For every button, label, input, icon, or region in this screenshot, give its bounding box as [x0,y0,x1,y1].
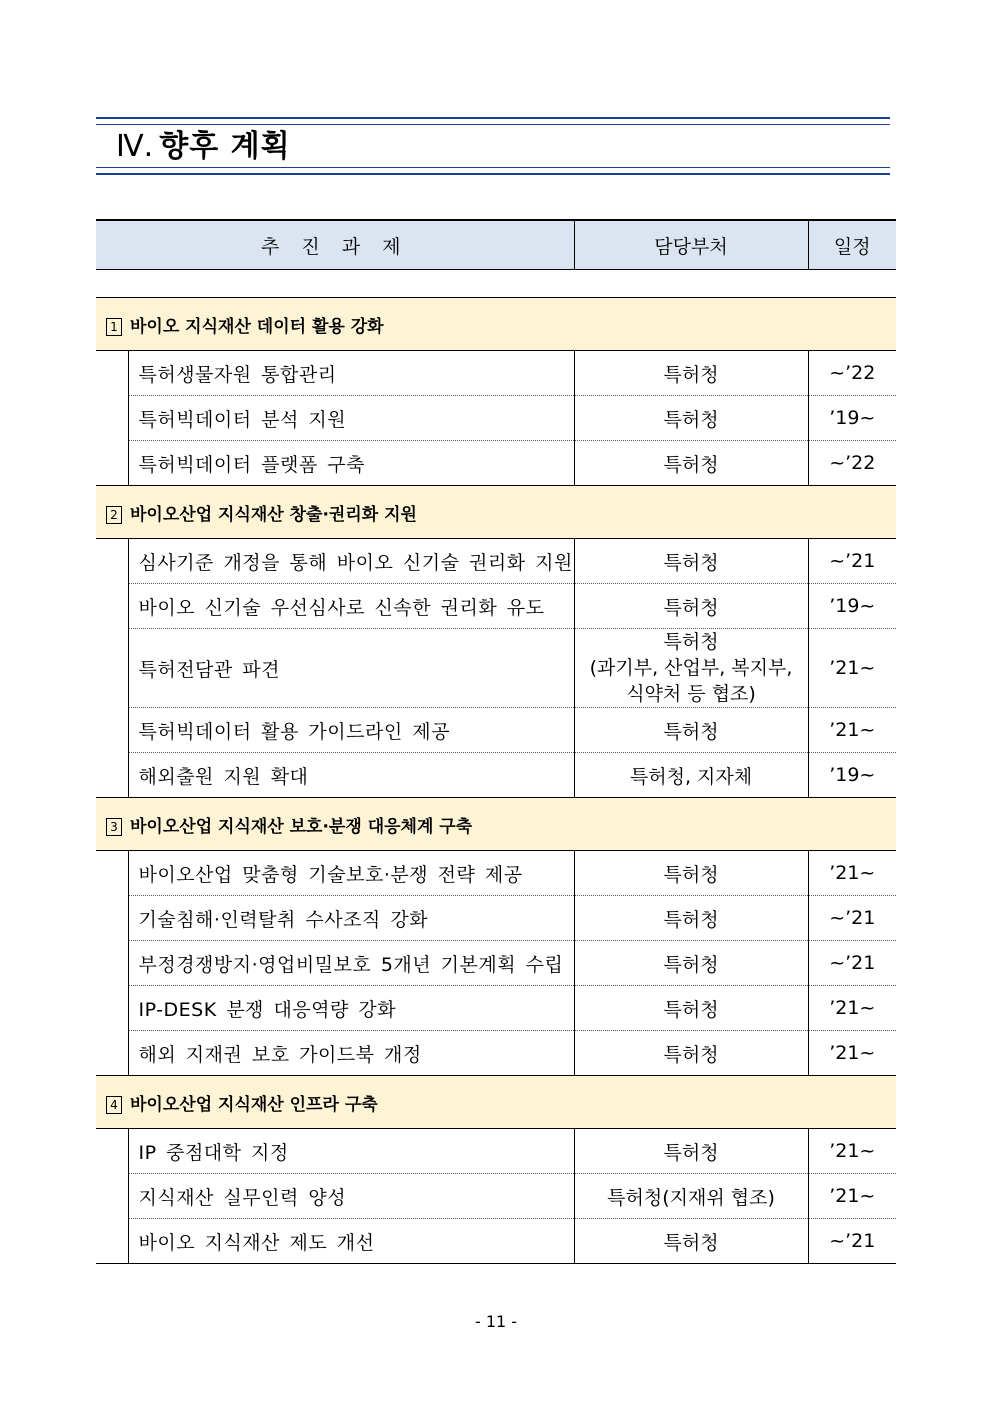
schedule-cell: ’19~ [808,396,896,441]
table-row [96,1219,896,1264]
dept-cell: 특허청 [574,896,808,941]
page-number: - 11 - [474,1312,518,1331]
table-row [96,896,896,941]
section-row [96,298,896,351]
task-cell: 바이오 지식재산 제도 개선 [128,1219,574,1264]
task-cell: 특허빅데이터 활용 가이드라인 제공 [128,708,574,753]
table-row [96,1031,896,1076]
table-row [96,396,896,441]
task-cell: 해외출원 지원 확대 [128,753,574,798]
task-cell: 특허빅데이터 플랫폼 구축 [128,441,574,486]
section-title [96,798,896,851]
section-row [96,1076,896,1129]
indent-cell [96,351,128,396]
dept-cell: 특허청 [574,539,808,584]
header-dept: 담당부처 [574,220,808,270]
dept-cell: 특허청 [574,1129,808,1174]
task-cell: IP 중점대학 지정 [128,1129,574,1174]
schedule-cell: ~’21 [808,941,896,986]
section-title-text: 바이오 지식재산 데이터 활용 강화 [130,316,384,337]
schedule-cell: ’21~ [808,851,896,896]
indent-cell [96,539,128,584]
section-title [96,486,896,539]
table-header-row [96,220,896,270]
section-heading [96,117,890,175]
table-row [96,851,896,896]
task-cell: 기술침해·인력탈취 수사조직 강화 [128,896,574,941]
schedule-cell: ~’21 [808,896,896,941]
schedule-cell: ’21~ [808,708,896,753]
dept-cell: 특허청 [574,708,808,753]
dept-cell: 특허청 [574,351,808,396]
schedule-cell: ’19~ [808,584,896,629]
section-number-box: 1 [106,318,122,336]
table-row [96,1174,896,1219]
indent-cell [96,1219,128,1264]
indent-cell [96,1174,128,1219]
section-title-text: 바이오산업 지식재산 창출·권리화 지원 [130,504,417,525]
schedule-cell: ~’22 [808,441,896,486]
indent-cell [96,629,128,708]
plan-table [96,219,896,1264]
section-number-box: 2 [106,506,122,524]
dept-cell: 특허청, 지자체 [574,753,808,798]
dept-cell: 특허청 [574,851,808,896]
task-cell: 특허생물자원 통합관리 [128,351,574,396]
task-cell: 부정경쟁방지·영업비밀보호 5개년 기본계획 수립 [128,941,574,986]
dept-cell: 특허청 [574,1031,808,1076]
table-row [96,986,896,1031]
task-cell: 바이오 신기술 우선심사로 신속한 권리화 유도 [128,584,574,629]
section-title-text: 바이오산업 지식재산 인프라 구축 [130,1094,378,1115]
task-cell: IP-DESK 분쟁 대응역량 강화 [128,986,574,1031]
spacer-row [96,270,896,298]
dept-cell: 특허청 [574,941,808,986]
dept-cell [574,629,808,708]
section-title [96,298,896,351]
task-cell: 특허빅데이터 분석 지원 [128,396,574,441]
indent-cell [96,941,128,986]
table-row [96,941,896,986]
heading-number: Ⅳ. [116,129,154,164]
heading-top-rule [96,117,890,125]
indent-cell [96,851,128,896]
indent-cell [96,584,128,629]
indent-cell [96,708,128,753]
schedule-cell: ~’21 [808,539,896,584]
dept-cell: 특허청(지재위 협조) [574,1174,808,1219]
table-row [96,708,896,753]
dept-cell: 특허청 [574,1219,808,1264]
task-cell: 심사기준 개정을 통해 바이오 신기술 권리화 지원 [128,539,574,584]
task-cell: 바이오산업 맞춤형 기술보호·분쟁 전략 제공 [128,851,574,896]
schedule-cell: ~’21 [808,1219,896,1264]
indent-cell [96,441,128,486]
heading-title [116,129,291,165]
table-row [96,584,896,629]
section-title-text: 바이오산업 지식재산 보호·분쟁 대응체계 구축 [130,816,473,837]
dept-cell: 특허청 [574,584,808,629]
section-row [96,798,896,851]
heading-text: 향후 계획 [159,129,291,164]
table-row [96,441,896,486]
schedule-cell: ’21~ [808,1174,896,1219]
header-task: 추 진 과 제 [96,220,574,270]
indent-cell [96,986,128,1031]
dept-cell: 특허청 [574,441,808,486]
schedule-cell: ’19~ [808,753,896,798]
schedule-cell: ’21~ [808,629,896,708]
dept-line: (과기부, 산업부, 복지부, [589,657,793,679]
section-number-box: 4 [106,1096,122,1114]
table-body [96,270,896,1264]
indent-cell [96,1031,128,1076]
indent-cell [96,896,128,941]
table-row [96,753,896,798]
header-schedule: 일정 [808,220,896,270]
section-title [96,1076,896,1129]
indent-cell [96,753,128,798]
schedule-cell: ’21~ [808,1129,896,1174]
section-number-box: 3 [106,818,122,836]
heading-bottom-rule [96,167,890,175]
task-cell: 특허전담관 파견 [128,629,574,708]
indent-cell [96,396,128,441]
dept-cell: 특허청 [574,986,808,1031]
table-row [96,539,896,584]
task-cell: 지식재산 실무인력 양성 [128,1174,574,1219]
dept-cell: 특허청 [574,396,808,441]
dept-line: 식약처 등 협조) [626,683,756,705]
section-row [96,486,896,539]
indent-cell [96,1129,128,1174]
schedule-cell: ~’22 [808,351,896,396]
schedule-cell: ’21~ [808,986,896,1031]
table-row [96,351,896,396]
dept-line: 특허청 [663,631,719,653]
table-row [96,1129,896,1174]
table-row [96,629,896,708]
task-cell: 해외 지재권 보호 가이드북 개정 [128,1031,574,1076]
schedule-cell: ’21~ [808,1031,896,1076]
